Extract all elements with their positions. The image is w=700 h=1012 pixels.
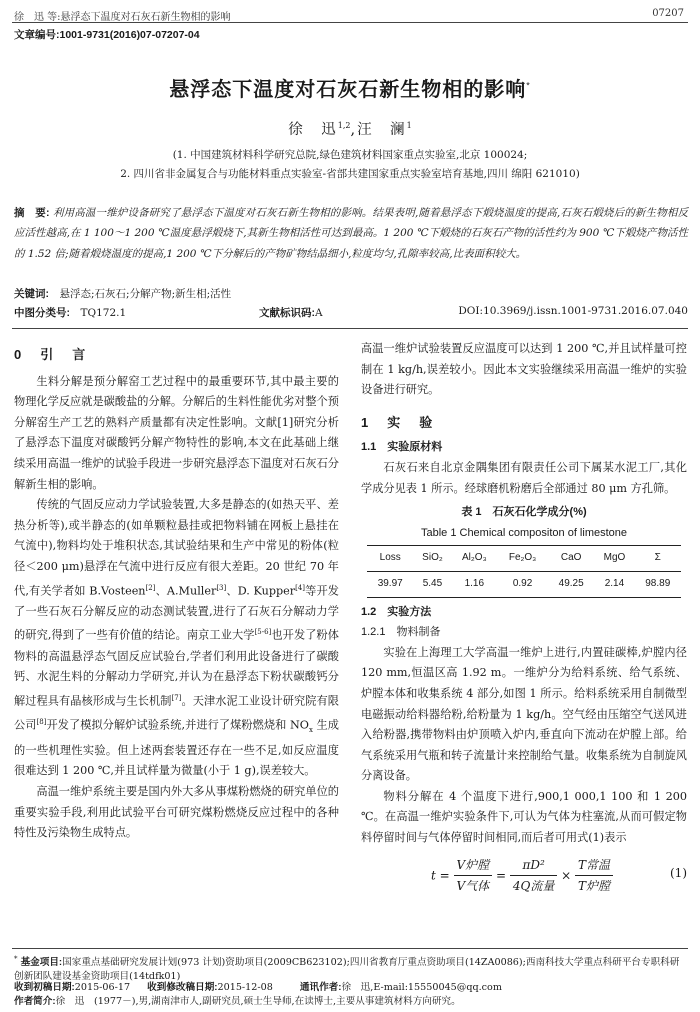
affiliation-line: 2. 四川省非金属复合与功能材料重点实验室-省部共建国家重点实验室培育基地,四川 绵阳 621010): [120, 168, 580, 180]
revised-date: 2015-12-08: [217, 982, 273, 993]
author-list: [0, 118, 700, 139]
footnote-rule: [12, 948, 688, 949]
table-cell: 1.16: [452, 571, 498, 597]
contact-text: 徐 迅,E-mail:15550045@qq.com: [341, 982, 502, 993]
fraction: [510, 855, 557, 897]
running-title: 徐 迅 等:悬浮态下温度对石灰石新生物相的影响: [14, 12, 231, 23]
equation-number: (1): [670, 865, 687, 880]
received-date: 2015-06-17: [74, 982, 131, 993]
subsubsection-heading: 1.2.1 物料制备: [361, 626, 441, 639]
footnote-mark: *: [14, 955, 18, 963]
citation: [8]: [36, 718, 47, 727]
doc-code-label: 文献标识码:: [259, 307, 315, 319]
numerator: πD²: [510, 855, 557, 877]
fund-footnote: [14, 953, 688, 983]
text-run: 、D. Kupper: [226, 584, 296, 598]
table-cell: 0.92: [497, 571, 548, 597]
title-text: 悬浮态下温度对石灰石新生物相的影响: [169, 79, 527, 101]
table-cell: 98.89: [635, 571, 681, 597]
table-caption-english: Table 1 Chemical compositon of limestone: [420, 526, 628, 539]
text-run: 等开发了一些石灰石分解反应的动态测试装置,进行了石灰石分解动力学的研究,得到了一些有价值的结论。南京工业大学: [14, 584, 339, 643]
doi: DOI:10.3969/j.issn.1001-9731.2016.07.040: [458, 305, 688, 317]
table-header-cell: MgO: [594, 546, 634, 572]
citation: [2]: [145, 583, 156, 592]
bio-text: 徐 迅 (1977－),男,湖南津市人,副研究员,硕士生导师,在读博士,主要从事建筑材料方向研究。: [55, 996, 461, 1007]
paragraph: 物料分解在 4 个温度下进行,900,1 000,1 100 和 1 200 ℃。在高温一维炉实验条件下,可认为气体为柱塞流,从而可假定物料停留时间与气体停留时间相同,而后者可用式(1)表示: [361, 789, 687, 845]
bio-label: 作者简介:: [14, 996, 56, 1007]
text-run: 。天津水泥工业设计研究院有限公司: [14, 694, 339, 733]
table-cell: 5.45: [413, 571, 451, 597]
table-cell: 2.14: [594, 571, 634, 597]
paragraph: 生料分解是预分解窑工艺过程中的最重要环节,其中最主要的物理化学反应就是碳酸盐的分解。分解后的生料性能优劣对整个预分解窑生产工艺的熟料产质量都有决定性影响。文献[1]研究分析了悬浮态下温度对碳酸钙分解产物特性的影响,本文在此基础上继续采用高温一维炉的试验手段进一步研究悬浮态下温度对石灰石分解新生相的影响。: [14, 374, 339, 491]
citation: [7]: [171, 693, 182, 702]
table-header-cell: Σ: [635, 546, 681, 572]
denominator: V气体: [456, 879, 490, 894]
page-number: 07207: [652, 8, 684, 19]
equation-1: t = $\frac{\text{V炉膛}}{\text{V气体}}$ = $\frac{\text{πD²}}{\text{4Q流量}}$ × $\frac{\text{T常温}}{\text{T炉膛}}$ (1): [361, 853, 687, 891]
numerator: V炉膛: [454, 855, 493, 877]
paragraph: 实验在上海理工大学高温一维炉上进行,内置硅碳棒,炉膛内径 120 mm,恒温区高 1.92 m。一维炉分为给料系统、给气系统、炉膛本体和收集系统 4 部分,如图 1 所示。给料系统采用自制微型电磁振动给料器给粉,给粉量为 1 kg/h。空气经由压缩空气送风进入给粉器,携带物料由炉顶喷入炉内,垂直向下流动在炉膛上部。给气系统采用气瓶和转子流量计来控制给气量。收集系统为自制旋风分离设备。: [361, 645, 687, 783]
title-footnote-mark: *: [526, 80, 531, 91]
fraction: [575, 855, 613, 897]
author-name: 汪 澜: [357, 122, 407, 138]
equation-lhs: t: [431, 868, 436, 883]
text-run: 开发了模拟分解炉试验系统,并进行了煤粉燃烧和 NO: [46, 719, 309, 733]
section-heading: 0 引 言: [14, 347, 89, 362]
keywords-text: 悬浮态;石灰石;分解产物;新生相;活性: [59, 288, 232, 300]
text-run: 、A.Muller: [155, 584, 217, 598]
affiliation-line: (1. 中国建筑材料科学研究总院,绿色建筑材料国家重点实验室,北京 100024;: [172, 149, 528, 161]
table-cell: 49.25: [548, 571, 594, 597]
received-label: 收到初稿日期:: [14, 982, 75, 993]
subscript: x: [308, 726, 313, 735]
fund-text: 国家重点基础研究发展计划(973 计划)资助项目(2009CB623102);四川省教育厅重点资助项目(14ZA0086);西南科技大学重点科研平台专职科研创新团队建设基金资助项目(14tdfk01): [14, 957, 680, 982]
denominator: 4Q流量: [512, 879, 555, 894]
table-header-cell: Al₂O₃: [452, 546, 498, 572]
author-separator: ,: [350, 122, 358, 138]
numerator: T常温: [575, 855, 613, 877]
keywords-label: 关键词:: [14, 288, 49, 300]
table-row: [367, 571, 681, 597]
citation: [4]: [295, 583, 306, 592]
composition-table: [367, 545, 681, 597]
fund-label: 基金项目:: [20, 957, 63, 969]
right-column: [361, 339, 687, 894]
abstract-rule: [12, 328, 688, 329]
abstract-label: 摘 要:: [14, 207, 50, 219]
text-run: 生成的一些机理性实验。但上述两套装置还存在一些不足,如反应温度很难达到 1 200 ℃,并且试样量为微量(小于 1 g),误差较大。: [14, 719, 339, 778]
denominator: T炉膛: [578, 879, 611, 894]
article-number: 文章编号:1001-9731(2016)07-07207-04: [14, 29, 200, 41]
fraction: [454, 855, 493, 897]
table-header-cell: CaO: [548, 546, 594, 572]
paper-title: [0, 73, 700, 102]
section-heading: 1 实 验: [361, 414, 436, 430]
author-bio: [14, 995, 688, 1008]
classification-line: [14, 305, 688, 320]
table-header-cell: Loss: [367, 546, 413, 572]
paragraph: 高温一维炉系统主要是国内外大多从事煤粉燃烧的研究单位的重要实验手段,利用此试验平台可研究煤粉燃烧反应过程中的各种特性及污染物生成特点。: [14, 785, 339, 840]
table-header-cell: SiO₂: [413, 546, 451, 572]
contact-label: 通讯作者:: [299, 982, 342, 993]
author-affiliation-mark: 1: [406, 121, 412, 131]
citation: [3]: [216, 583, 227, 592]
citation: [5-6]: [254, 628, 272, 637]
paragraph: 高温一维炉试验装置反应温度可以达到 1 200 ℃,并且试样量可控制在 1 kg/h,误差较小。因此本文实验继续采用高温一维炉的实验设备进行研究。: [361, 342, 687, 397]
left-column: [14, 345, 339, 844]
table-header-cell: Fe₂O₃: [497, 546, 548, 572]
keywords: [14, 286, 231, 301]
revised-label: 收到修改稿日期:: [147, 982, 218, 993]
subsection-heading: 1.1 实验原材料: [361, 441, 443, 454]
paragraph: [14, 495, 339, 782]
dates-footnote: [14, 981, 688, 994]
abstract: [14, 203, 688, 264]
author-name: 徐 迅: [288, 122, 338, 138]
abstract-text: 利用高温一维炉设备研究了悬浮态下温度对石灰石新生物相的影响。结果表明,随着悬浮态下煅烧温度的提高,石灰石煅烧后的新生物相反应活性越高,在 1 100～1 200 ℃温度悬浮煅烧下,其新生物相活性可达到最高。1 200 ℃下煅烧的石灰石产物的活性约为 900 ℃下煅烧产物活性的 1.52 倍;随着煅烧温度的提高,1 200 ℃下分解后的产物矿物结晶细小,粒度均匀,孔隙率较高,比表面积较大。: [14, 207, 689, 260]
table-header-row: [367, 546, 681, 572]
table-caption: 表 1 石灰石化学成分(%): [461, 506, 587, 519]
table-cell: 39.97: [367, 571, 413, 597]
doc-code-value: A: [315, 307, 323, 319]
author-affiliation-mark: 1,2: [337, 121, 351, 131]
paragraph: 石灰石来自北京金隅集团有限责任公司下属某水泥工厂,其化学成分见表 1 所示。经球磨机粉磨后全部通过 80 μm 方孔筛。: [361, 460, 687, 495]
header-rule: [12, 22, 688, 23]
clc-label: 中图分类号:: [14, 307, 70, 319]
text-run: 传统的气固反应动力学试验装置,大多是静态的(如热天平、差热分析等),或半静态的(如单颗粒悬挂或把物料铺在网板上悬挂在气流中),物料均处于堆积状态,其试验结果和生产中常见的粉体(粒径＜200 μm)悬浮在气流中进行反应有很大差距。20 世纪 70 年代,有关学者如 B.Vosteen: [14, 498, 339, 598]
clc-value: TQ172.1: [80, 307, 127, 319]
subsection-heading: 1.2 实验方法: [361, 605, 432, 618]
text-run: 也开发了粉体物料的高温悬浮态气固反应试验台,学者们利用此设备进行了碳酸钙、水泥生料的分解动力学研究,并认为在悬浮态下粉状碳酸钙分解过程具有晶核形成与生长机制: [14, 629, 339, 708]
